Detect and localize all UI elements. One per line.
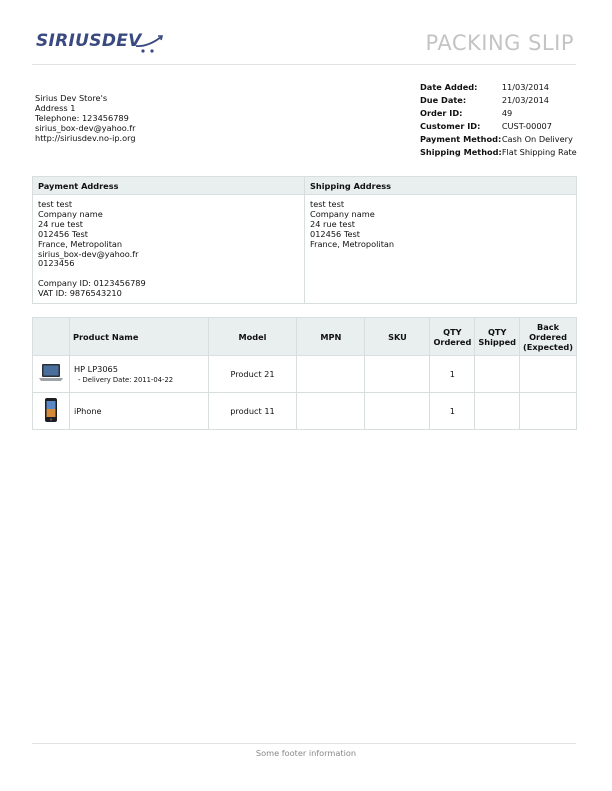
meta-label: Date Added: <box>420 81 478 92</box>
store-name: Sirius Dev Store's <box>35 93 108 103</box>
laptop-icon <box>38 362 64 384</box>
store-website: http://siriusdev.no-ip.org <box>35 133 136 144</box>
shipping-address-header: Shipping Address <box>305 177 577 195</box>
header-line: QTY <box>487 326 507 337</box>
header-line: Back <box>536 321 560 332</box>
address-table <box>32 176 577 304</box>
header-line: QTY <box>443 326 462 337</box>
meta-value: 11/03/2014 <box>501 81 550 92</box>
meta-label: Due Date: <box>420 94 467 105</box>
table-row <box>33 356 577 393</box>
address-line: France, Metropolitan <box>38 238 123 249</box>
store-telephone: Telephone: 123456789 <box>35 113 129 124</box>
meta-label: Order ID: <box>420 107 463 118</box>
meta-row <box>420 132 577 145</box>
sku-header: SKU <box>365 318 430 356</box>
footer-text: Some footer information <box>255 748 357 758</box>
product-name-cell <box>69 356 208 393</box>
meta-row <box>420 145 577 158</box>
brand-logo: SIRIUSDEV <box>36 31 142 51</box>
address-line: test test <box>310 199 345 209</box>
product-image-cell <box>33 393 70 430</box>
meta-label: Payment Method: <box>420 133 502 144</box>
delivery-date: - Delivery Date: 2011-04-22 <box>77 376 174 384</box>
document-title: PACKING SLIP <box>425 31 574 55</box>
product-name-header: Product Name <box>69 318 208 356</box>
product-name: iPhone <box>73 406 102 416</box>
mpn-header: MPN <box>297 318 365 356</box>
products-table <box>32 317 577 430</box>
mpn-cell <box>297 393 365 430</box>
back-ordered-cell <box>520 393 577 430</box>
header-divider <box>32 64 576 65</box>
model-cell: product 11 <box>208 393 297 430</box>
meta-value: 21/03/2014 <box>501 94 550 105</box>
company-id: Company ID: 0123456789 <box>38 278 146 289</box>
meta-value: CUST-00007 <box>501 120 552 131</box>
address-line: test test <box>38 199 73 209</box>
cart-logo-icon <box>134 34 164 54</box>
header-line: Ordered <box>529 331 567 342</box>
meta-value: Flat Shipping Rate <box>501 146 577 157</box>
order-meta-table <box>420 80 577 158</box>
meta-row <box>420 93 577 106</box>
store-address: Address 1 <box>35 103 76 114</box>
address-line: 012456 Test <box>38 228 88 239</box>
qty-ordered-cell: 1 <box>430 356 475 393</box>
store-email: sirius_box-dev@yahoo.fr <box>35 123 136 134</box>
model-header: Model <box>208 318 297 356</box>
meta-row <box>420 119 577 132</box>
products-header-row <box>33 318 577 356</box>
payment-address-header: Payment Address <box>33 177 305 195</box>
model-cell: Product 21 <box>208 356 297 393</box>
meta-label: Customer ID: <box>420 120 481 131</box>
qty-shipped-cell <box>475 393 520 430</box>
address-line: sirius_box-dev@yahoo.fr <box>38 248 139 259</box>
meta-label: Shipping Method: <box>420 146 502 157</box>
phone-icon <box>44 397 58 423</box>
qty-shipped-header <box>475 318 520 356</box>
image-column-header <box>33 318 70 356</box>
address-line: 012456 Test <box>310 228 360 239</box>
vat-id: VAT ID: 9876543210 <box>38 288 122 299</box>
address-line: 24 rue test <box>38 218 83 229</box>
meta-value: 49 <box>501 107 513 118</box>
header-line: Shipped <box>478 336 517 347</box>
shipping-address <box>305 195 577 304</box>
table-row <box>33 393 577 430</box>
qty-shipped-cell <box>475 356 520 393</box>
qty-ordered-cell: 1 <box>430 393 475 430</box>
mpn-cell <box>297 356 365 393</box>
product-image-cell <box>33 356 70 393</box>
sku-cell <box>365 356 430 393</box>
back-ordered-header <box>520 318 577 356</box>
product-name-cell <box>69 393 208 430</box>
back-ordered-cell <box>520 356 577 393</box>
header-line: (Expected) <box>523 341 573 352</box>
address-line: 0123456 <box>38 258 75 269</box>
sku-cell <box>365 393 430 430</box>
address-line: France, Metropolitan <box>310 238 395 249</box>
payment-address <box>33 195 305 304</box>
footer-divider <box>32 743 576 744</box>
product-name: HP LP3065 <box>73 364 118 374</box>
address-line: 24 rue test <box>310 218 355 229</box>
address-line: Company name <box>38 208 103 219</box>
meta-row <box>420 106 577 119</box>
store-info <box>35 93 136 143</box>
qty-ordered-header <box>430 318 475 356</box>
meta-row <box>420 80 577 93</box>
meta-value: Cash On Delivery <box>501 133 573 144</box>
header-line: Ordered <box>433 336 472 347</box>
address-line: Company name <box>310 208 375 219</box>
